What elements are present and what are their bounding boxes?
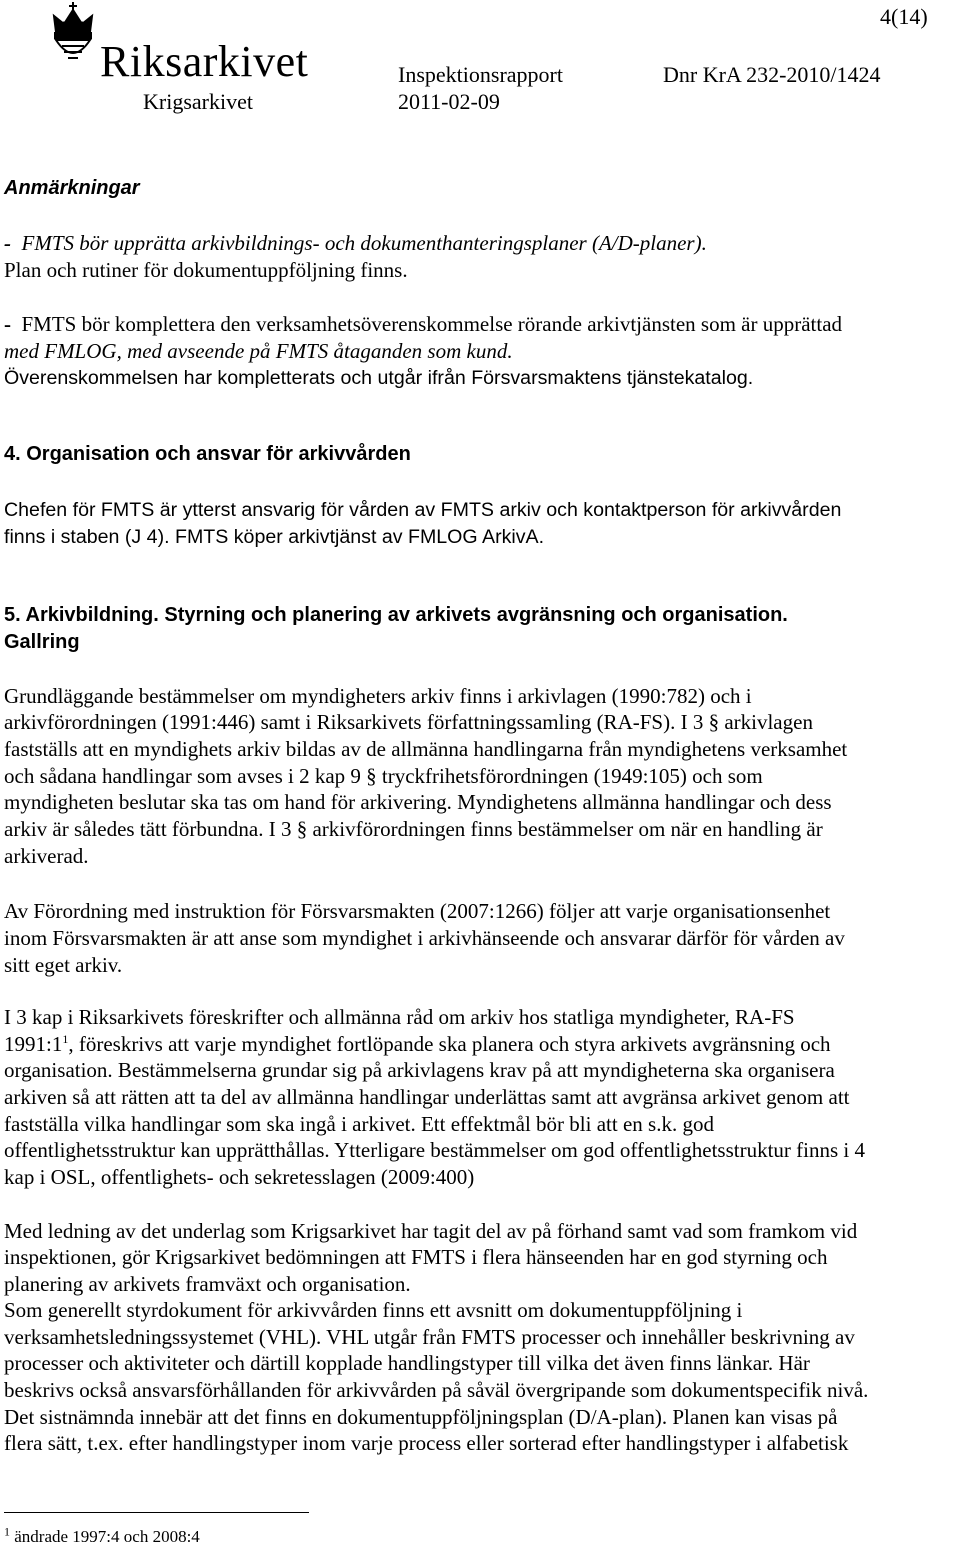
text-line: I 3 kap i Riksarkivets föreskrifter och allmänna råd om arkiv hos statliga myndigheter, RA-FS (4, 1005, 795, 1029)
section-4-line-1: Chefen för FMTS är ytterst ansvarig för vården av FMTS arkiv och kontaktperson för arkivvården (4, 499, 842, 521)
footnote-divider (4, 1512, 309, 1513)
text-line: myndigheten beslutar ska tas om hand för arkivering. Myndighetens allmänna handlingar och dess (4, 790, 832, 814)
bullet: - (4, 231, 11, 255)
text-line: inom Försvarsmakten är att anse som myndighet i arkivhänseende och ansvarar därför för vården av (4, 926, 845, 950)
crown-logo-icon (50, 2, 96, 68)
section-4-line-2: finns i staben (J 4). FMTS köper arkivtjänst av FMLOG ArkivA. (4, 526, 545, 548)
text-line: offentlighetsstruktur kan upprätthållas. Ytterligare bestämmelser om god offentlighetsstruktur finns i 4 (4, 1138, 866, 1162)
remark-1-line-1: - FMTS bör upprätta arkivbildnings- och dokumenthanteringsplaner (A/D-planer). (4, 231, 707, 255)
bullet: - (4, 312, 11, 336)
text-line: arkivförordningen (1991:446) samt i Riksarkivets författningssamling (RA-FS). I 3 § arkivlagen (4, 710, 813, 734)
text-line: sitt eget arkiv. (4, 953, 123, 977)
header-date: 2011-02-09 (398, 89, 500, 114)
footnote (4, 1526, 200, 1548)
text-line: arkiv är således tätt förbundna. I 3 § arkivförordningen finns bestämmelser om när en handling är (4, 817, 823, 841)
section-5-heading: 5. Arkivbildning. Styrning och planering av arkivets avgränsning och organisation. (4, 604, 788, 626)
text-line: kap i OSL, offentlighets- och sekretesslagen (2009:400) (4, 1165, 475, 1189)
logo-wordmark: Riksarkivet (100, 37, 309, 86)
remark-1-line-2: Plan och rutiner för dokumentuppföljning finns. (4, 258, 408, 282)
remarks-heading: Anmärkningar (4, 177, 140, 199)
text-line: flera sätt, t.ex. efter handlingstyper inom varje process eller sorterad efter handlingstyper i alfabetisk (4, 1431, 849, 1455)
text-line: $1991:1^1$, föreskrivs att varje myndighet fortlöpande ska planera och styra arkivets avgränsning och (4, 1032, 831, 1056)
text-line: Av Förordning med instruktion för Försvarsmakten (2007:1266) följer att varje organisationsenhet (4, 899, 831, 923)
remark-2-line-2: med FMLOG, med avseende på FMTS åtaganden som kund. (4, 339, 513, 363)
text-line: arkiverad. (4, 844, 89, 868)
text-line: inspektionen, gör Krigsarkivet bedömningen att FMTS i flera hänseenden har en god styrning och (4, 1245, 828, 1269)
text-line: processer och aktiviteter och därtill kopplade handlingstyper till vilka det även finns länkar. Här (4, 1351, 810, 1375)
text-line: organisation. Bestämmelserna grundar sig på arkivlagens krav på att myndigheterna ska organisera (4, 1058, 835, 1082)
text-line: Grundläggande bestämmelser om myndigheters arkiv finns i arkivlagen (1990:782) och i (4, 684, 752, 708)
text-line: beskrivs också ansvarsförhållanden för arkivvården på såväl övergripande som dokumentspecifik nivå. (4, 1378, 869, 1402)
remark-2-line-1: - FMTS bör komplettera den verksamhetsöverenskommelse rörande arkivtjänsten som är upprättad (4, 312, 843, 336)
footnote-ref: 1 (62, 1032, 69, 1046)
text-line: fastställs att en myndighets arkiv bildas av de allmänna handlingarna från myndighetens verksamhet (4, 737, 848, 761)
text-line: och sådana handlingar som avses i 2 kap 9 § tryckfrihetsförordningen (1949:105) och som (4, 764, 763, 788)
text-line: arkiven så att rätten att ta del av allmänna handlingar underlättas samt att avgränsa arkivet genom att (4, 1085, 850, 1109)
footnote-number: 1 (4, 1524, 10, 1539)
text-line: Med ledning av det underlag som Krigsarkivet har tagit del av på förhand samt vad som framkom vid (4, 1219, 858, 1243)
section-4-heading: 4. Organisation och ansvar för arkivvården (4, 443, 411, 465)
footnote-text: ändrade 1997:4 och 2008:4 (14, 1527, 200, 1546)
remark-2-line-3: Överenskommelsen har kompletterats och utgår ifrån Försvarsmaktens tjänstekatalog. (4, 367, 754, 389)
text-line: planering av arkivets framväxt och organisation. (4, 1272, 411, 1296)
header-dnr: Dnr KrA 232-2010/1424 (663, 62, 881, 87)
section-5-subheading: Gallring (4, 631, 80, 653)
text-line: Det sistnämnda innebär att det finns en dokumentuppföljningsplan (D/A-plan). Planen kan visas på (4, 1405, 838, 1429)
header-doc-type: Inspektionsrapport (398, 62, 563, 87)
page-number: 4(14) (880, 4, 928, 29)
text-line: Som generellt styrdokument för arkivvården finns ett avsnitt om dokumentuppföljning i (4, 1298, 743, 1322)
text-line: verksamhetsledningssystemet (VHL). VHL utgår från FMTS processer och innehåller beskrivning av (4, 1325, 855, 1349)
text-line: fastställa vilka handlingar som ska ingå i arkivet. Ett effektmål bör bli att en s.k. god (4, 1112, 714, 1136)
header-sub-org: Krigsarkivet (143, 89, 253, 114)
